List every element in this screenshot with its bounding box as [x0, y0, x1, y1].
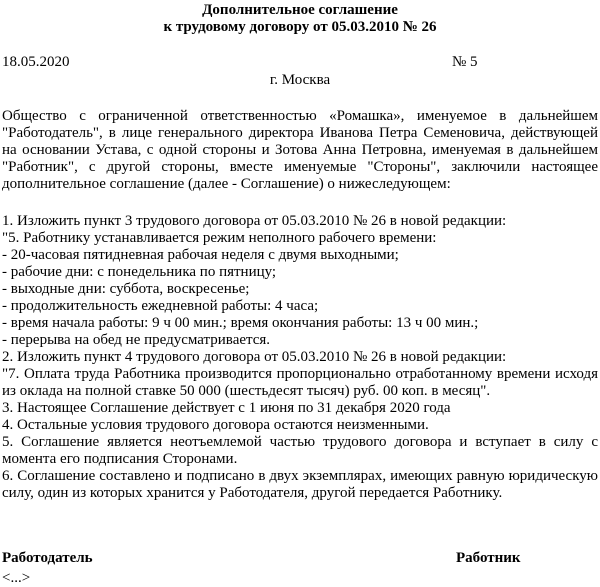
agreement-item: - время начала работы: 9 ч 00 мин.; время окончания работы: 13 ч 00 мин.; [2, 315, 479, 331]
agreement-item: "5. Работнику устанавливается режим неполного рабочего времени: [2, 230, 437, 246]
agreement-item: 1. Изложить пункт 3 трудового договора от 05.03.2010 № 26 в новой редакции: [2, 213, 507, 229]
signature-placeholder: <...> [2, 570, 31, 586]
intro-paragraph: Общество с ограниченной ответственностью «Ромашка», именуемое в дальнейшем "Работодатель", в лице генерального директора Иванова Петра Семеновича, действующей на основании Устава, с одной стороны и Зотова Анна Петровна, именуемая в дальнейшем "Работник", с другой стороны, вместе именуемые "Стороны", заключили настоящее дополнительное соглашение (далее - Соглашение) о нижеследующем: [2, 108, 598, 192]
document-city: г. Москва [269, 72, 331, 88]
agreement-item: 2. Изложить пункт 4 трудового договора от 05.03.2010 № 26 в новой редакции: [2, 349, 507, 365]
agreement-item: - перерыва на обед не предусматривается. [2, 332, 271, 348]
agreement-item: - выходные дни: суббота, воскресенье; [2, 281, 250, 297]
agreement-item: - рабочие дни: с понедельника по пятницу; [2, 264, 277, 280]
employee-signature-label: Работник [456, 550, 521, 566]
document-subtitle: к трудовому договору от 05.03.2010 № 26 [163, 19, 437, 35]
document-title: Дополнительное соглашение [202, 2, 398, 18]
document-number: № 5 [452, 54, 478, 70]
agreement-item: - 20-часовая пятидневная рабочая неделя с двумя выходными; [2, 247, 399, 263]
agreement-item: - продолжительность ежедневной работы: 4 часа; [2, 298, 319, 314]
employer-signature-label: Работодатель [2, 550, 93, 566]
agreement-item: "7. Оплата труда Работника производится пропорционально отработанному времени исходя из оклада на полной ставке 50 000 (шестьдесят тысяч) руб. 00 коп. в месяц". [2, 366, 598, 399]
agreement-items [2, 213, 598, 502]
agreement-item: 6. Соглашение составлено и подписано в двух экземплярах, имеющих равную юридическую силу, один из которых хранится у Работодателя, другой передается Работнику. [2, 468, 598, 501]
agreement-item: 5. Соглашение является неотъемлемой частью трудового договора и вступает в силу с момента его подписания Сторонами. [2, 434, 598, 467]
document-date: 18.05.2020 [2, 54, 70, 70]
agreement-item: 3. Настоящее Соглашение действует с 1 июня по 31 декабря 2020 года [2, 400, 451, 416]
agreement-item: 4. Остальные условия трудового договора остаются неизменными. [2, 417, 429, 433]
